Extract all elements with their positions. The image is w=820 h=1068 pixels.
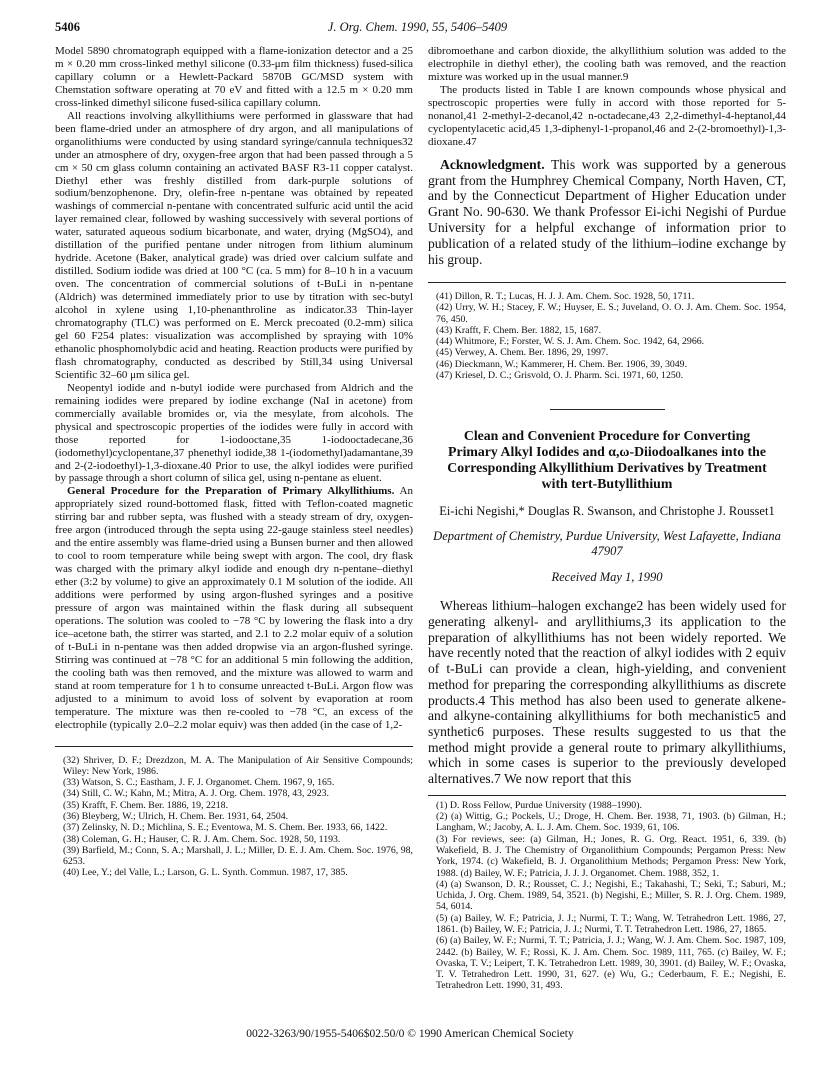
reference-42: (42) Urry, W. H.; Stacey, F. W.; Huyser, E. S.; Juveland, O. O. J. Am. Chem. Soc. 1954, 76, 450.: [436, 302, 786, 325]
reference-36: (36) Bleyberg, W.; Ulrich, H. Chem. Ber. 1931, 64, 2504.: [63, 811, 289, 822]
footnote-1: (1) D. Ross Fellow, Purdue University (1988–1990).: [436, 799, 642, 811]
footnote-4: (4) (a) Swanson, D. R.; Rousset, C. J.; Negishi, E.; Takahashi, T.; Seki, T.; Saburi, M.; Uchida, J. Org. Chem. 1989, 54, 3521. (b) Negishi, E.; Miller, S. R. J. Org. Chem. 1989, 54, 6014.: [436, 878, 786, 913]
article-separator: [550, 409, 665, 410]
reference-46: (46) Dieckmann, W.; Kammerer, H. Chem. Ber. 1906, 39, 3049.: [436, 358, 688, 370]
reference-32: (32) Shriver, D. F.; Drezdzon, M. A. The Manipulation of Air Sensitive Compounds; Wiley: New York, 1986.: [63, 754, 413, 777]
article-authors: Ei-ichi Negishi,* Douglas R. Swanson, and Christophe J. Rousset1: [439, 504, 775, 519]
article-title: Clean and Convenient Procedure for Converting Primary Alkyl Iodides and α,ω-Diiodoalkanes into the Corresponding Alkyllithium Derivatives by Treatment with tert-Butyllithium: [447, 428, 767, 492]
page-number: 5406: [55, 20, 80, 34]
left-column: [55, 45, 413, 879]
products-paragraph: The products listed in Table I are known compounds whose physical and spectroscopic properties were fully in accord with those reported for 5-nonanol,41 2-methyl-2-decanol,42 n-octadecane,43 2,2-dimethyl-4-heptanol,44 cyclopentylacetic acid,45 1,3-diphenyl-1-propanol,46 and 2-(2-bromoethyl)-1,3-dioxane.47: [428, 83, 786, 148]
footnote-5: (5) (a) Bailey, W. F.; Patricia, J. J.; Nurmi, T. T.; Wang, W. Tetrahedron Lett. 1986, 27, 1861. (b) Bailey, W. F.; Patricia, J. J.; Nurmi, T. T. Tetrahedron Lett. 1986, 27, 1865.: [436, 912, 786, 935]
reference-33: (33) Watson, S. C.; Eastham, J. F. J. Organomet. Chem. 1967, 9, 165.: [63, 777, 335, 789]
footnote-6: (6) (a) Bailey, W. F.; Nurmi, T. T.; Patricia, J. J.; Wang, W. J. Am. Chem. Soc. 1987, 109, 2442. (b) Bailey, W. F.; Rossi, K. J. Am. Chem. Soc. 1989, 111, 765. (c) Bailey, W. F.; Ovaska, T. V.; Leipert, T. K. Tetrahedron Lett. 1989, 30, 3901. (d) Bailey, W. F.; Ovaska, T. V. Tetrahedron Lett. 1990, 31, 627. (e) Wu, G.; Cederbaum, F. E.; Negishi, E. Tetrahedron Lett. 1990, 31, 493.: [436, 935, 786, 992]
acknowledgment-heading: Acknowledgment.: [440, 156, 545, 172]
general-procedure-text: An appropriately sized round-bottomed flask, fitted with Teflon-coated magnetic stirring bar and rubber septa, was flushed with a steady stream of dry, oxygen-free argon (introduced through the septa using 22-gauge stainless steel needles) and the entire assembly was flame-dried using a Bunsen burner and then allowed to cool to room temperature while being swept with argon. The cool, dry flask was charged with the primary alkyl iodide and enough dry n-pentane–diethyl ether (3:2 by volume) to give an approximately 0.1 M solution of the iodide. All additions were performed by using argon-flushed syringes and a positive pressure of argon was maintained within the flask during all subsequent operations. The solution was cooled to −78 °C by lowering the flask into a dry ice–acetone bath, the stirrer was started, and 2.1 to 2.2 molar equiv of a solution of t-BuLi in n-pentane was then added dropwise via an argon-flushed syringe. Stirring was continued at −78 °C for an additional 5 min following the addition, the cooling bath was then removed, and the mixture was allowed to warm and stand at room temperature for 1 h to consume unreacted t-BuLi. Argon flow was adjusted to a minimum to avoid loss of solvent by evaporation at room temperature. The mixture was then re-cooled to −78 °C, an excess of the electrophile (typically 2.0–2.2 molar equiv) was then added (in the case of 1,2-: [55, 485, 413, 731]
acknowledgment-text: This work was supported by a generous grant from the Humphrey Chemical Company, North Haven, CT, and by the Connecticut Department of Higher Education under Grant No. 90-630. We thank Professor Ei-ichi Negishi of Purdue University for a helpful exchange of information prior to publication of a related study of the lithium–iodine exchange by his group.: [428, 156, 786, 268]
journal-citation: J. Org. Chem. 1990, 55, 5406–5409: [327, 20, 508, 34]
footnote-2: (2) (a) Wittig, G.; Pockels, U.; Droge, H. Chem. Ber. 1938, 71, 1903. (b) Gilman, H.; Langham, W.; Jacoby, A. L. J. Am. Chem. Soc. 1939, 61, 106.: [436, 811, 786, 834]
footnote-3: (3) For reviews, see: (a) Gilman, H.; Jones, R. G. Org. React. 1951, 6, 339. (b) Wakefield, B. J. The Chemistry of Organolithium Compounds; Pergamon Press: New York, 1974. (c) Wakefield, B. J. Organolithium Methods; Pergamon Press: New York, 1988. (d) Bailey, W. F.; Patricia, J. J. J. Organomet. Chem. 1988, 352, 1.: [436, 833, 786, 879]
reference-44: (44) Whitmore, F.; Forster, W. S. J. Am. Chem. Soc. 1942, 64, 2966.: [436, 336, 705, 348]
workup-paragraph: dibromoethane and carbon dioxide, the alkyllithium solution was added to the electrophile in diethyl ether), the cooling bath was removed, and the reaction mixture was worked up in the usual manner.9: [428, 45, 786, 83]
reference-41: (41) Dillon, R. T.; Lucas, H. J. J. Am. Chem. Soc. 1928, 50, 1711.: [436, 290, 695, 302]
reference-38: (38) Coleman, G. H.; Hauser, C. R. J. Am. Chem. Soc. 1928, 50, 1193.: [63, 833, 341, 845]
experimental-paragraph-1: Model 5890 chromatograph equipped with a flame-ionization detector and a 25 m × 0.20 mm cross-linked methyl silicone (0.33-μm film thickness) fused-silica capillary column or a Hewlett-Packard 5870B GC/MSD system with Chemstation software operating at 70 eV and fitted with a 12.5 m × 0.20 mm cross-linked dimethyl silicone fused-silica capillary column.: [55, 45, 413, 109]
received-date: Received May 1, 1990: [551, 570, 663, 585]
reference-list-left: [55, 755, 413, 879]
right-column: [428, 45, 786, 992]
experimental-paragraph-2: All reactions involving alkyllithiums were performed in glassware that had been flame-dried under an atmosphere of dry argon, and all manipulations of organolithiums were conducted by using standard syringe/cannula techniques32 under an atmosphere of dry, oxygen-free argon that had been passed through a 5 cm × 50 cm glass column containing an activated BASF R3-11 copper catalyst. Diethyl ether was freshly distilled from dark-purple solutions of sodium/benzophenone. Dry, olefin-free n-pentane was obtained by repeated washings of commercial n-pentane with concentrated sulfuric acid until the acid layer remained clear, followed by washing successively with several portions of water, saturated aqueous sodium bicarbonate, and water, drying (MgSO4), and distillation of the purified pentane under nitrogen from lithium aluminum hydride. Acetone (Baker, analytical grade) was dried over calcium sulfate and distilled. Sodium iodide was dried at 100 °C (ca. 5 mm) for 8–10 h in a vacuum oven. The concentration of commercial solutions of t-BuLi in n-pentane (Aldrich) was determined immediately prior to use by titration with sec-butyl alcohol in xylene using 1,10-phenanthroline as indicator.33 Thin-layer chromatography (TLC) was performed on E. Merck precoated (0.2-mm) silica gel 60 F254 plates: visualization was accomplished by spraying with 10% ethanolic phosphomolybdic acid and heating. Reaction products were purified by flash chromatography, conducted as described by Still,34 using Universal Scientific 32–60 μm silica gel.: [55, 109, 413, 381]
reference-37: (37) Zelinsky, N. D.; Michlina, S. E.; Eventowa, M. S. Chem. Ber. 1933, 66, 1422.: [63, 822, 388, 834]
footnote-list: [428, 800, 786, 992]
running-header: [55, 20, 780, 36]
copyright-footer: 0022-3263/90/1955-5406$02.50/0 © 1990 American Chemical Society: [246, 1028, 574, 1040]
footnotes-divider: [428, 795, 786, 796]
reference-43: (43) Krafft, F. Chem. Ber. 1882, 15, 1687.: [436, 324, 602, 336]
reference-39: (39) Barfield, M.; Conn, S. A.; Marshall, J. L.; Miller, D. E. J. Am. Chem. Soc. 1976, 98, 6253.: [63, 844, 413, 868]
reference-47: (47) Kriesel, D. C.; Grisvold, O. J. Pharm. Sci. 1971, 60, 1250.: [436, 370, 684, 382]
experimental-paragraph-3: Neopentyl iodide and n-butyl iodide were purchased from Aldrich and the remaining iodides were prepared by iodine exchange (NaI in acetone) from commercially available bromides or, via the mesylate, from alcohols. The physical and spectroscopic properties of the iodides were fully in accord with those reported for 1-iodooctane,35 1-iodooctadecane,36 (iodomethyl)cyclopentane,37 phenethyl iodide,38 1-(iodomethyl)adamantane,39 and 2-(2-iodoethyl)-1,3-dioxane.40 Prior to use, the alkyl iodides were purified by passage through a short column of silica gel, using n-pentane as eluent.: [55, 381, 413, 485]
reference-35: (35) Krafft, F. Chem. Ber. 1886, 19, 2218.: [63, 799, 229, 811]
reference-34: (34) Still, C. W.; Kahn, M.; Mitra, A. J. Org. Chem. 1978, 43, 2923.: [63, 788, 329, 800]
references-divider: [55, 746, 413, 747]
acknowledgment-paragraph: [428, 157, 786, 268]
reference-45: (45) Verwey, A. Chem. Ber. 1896, 29, 1997.: [436, 347, 609, 359]
general-procedure-paragraph: [55, 485, 413, 731]
introduction-paragraph: Whereas lithium–halogen exchange2 has been widely used for generating alkenyl- and aryllithiums,3 its application to the preparation of alkyllithiums has not been widely reported. We have recently noted that the reaction of alkyl iodides with 2 equiv of t-BuLi can provide a clean, high-yielding, and convenient method for preparing the corresponding alkyllithiums as discrete products.4 This method has also been used to generate alkene- and alkyne-containing alkyllithiums for both mechanistic5 and synthetic6 purposes. These results suggested to us that the method might provide a general route to primary alkyllithiums, which in some cases is superior to the previously developed alternatives.7 We now report that this: [428, 598, 786, 787]
reference-list-right: [428, 291, 786, 381]
references-divider-right: [428, 282, 786, 283]
reference-40: (40) Lee, Y.; del Valle, L.; Larson, G. L. Synth. Commun. 1987, 17, 385.: [63, 867, 348, 879]
general-procedure-heading: General Procedure for the Preparation of Primary Alkyllithiums.: [67, 485, 395, 498]
article-affiliation: Department of Chemistry, Purdue University, West Lafayette, Indiana 47907: [433, 529, 781, 559]
